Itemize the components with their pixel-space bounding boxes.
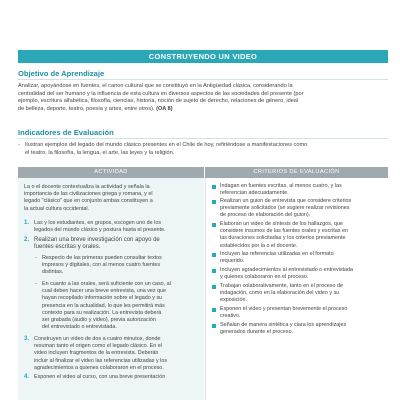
section-title-bar: CONSTRUYENDO UN VIDEO [18, 50, 388, 63]
step-number: 3. [24, 336, 30, 342]
activity-column-header: ACTIVIDAD [18, 167, 204, 178]
criteria-text: Señalan de manera sintética y clara los aprendizajes generados durante el proceso. [220, 322, 347, 336]
criteria-bullet [212, 269, 216, 273]
objetivo-line: Analizar, apoyándose en fuentes, el canon cultural que se constituyó en la Antigüedad clásica, considerando la [18, 83, 293, 89]
sub-item-dash: - [35, 281, 37, 287]
sub-item-text: Respecto de las primeras pueden consultar textos impresos y digitales, con al menos cuatro fuentes distintas. [42, 255, 162, 276]
criteria-text: Incluyen agradecimientos al entrevistado o entrevistada y quienes colaboraron en el proceso. [220, 267, 354, 281]
activity-intro: La o el docente contextualiza la actividad y señala la importancia de las civilizaciones griega y romana, y el legado "clásico" que en conjunto ambas constituyen a la actual cultura occidental. [24, 184, 153, 212]
objetivo-heading: Objetivo de Aprendizaje [18, 69, 105, 78]
criteria-bullet [212, 200, 216, 204]
criteria-text: Exponen el video y presentan brevemente el proceso creativo. [220, 306, 348, 320]
criteria-text: Incluyen las referencias utilizadas en el formato requerido. [220, 251, 334, 265]
objetivo-separator [18, 79, 388, 80]
criteria-bullet [212, 223, 216, 227]
sub-item-text: En cuanto a las orales, será suficiente con un caso, al cual deben hacer una breve entrevista, una vez que hayan recopilado información sobre el legado y su presencia en la actualidad, lo que les permitirá más contexto para su realización. La entrevista deberá ser grabada (audio y video), previa autorización del entrevistado o entrevistada. [42, 281, 171, 331]
activity-column [18, 178, 204, 400]
criteria-text: Indagan en fuentes escritas, al menos cuatro, y las referencian adecuadamente. [220, 183, 342, 197]
criteria-bullet [212, 285, 216, 289]
indicador-line: el teatro, la filosofía, la lengua, el arte, las leyes y la religión. [25, 149, 175, 156]
indicadores-heading: Indicadores de Evaluación [18, 128, 114, 137]
criteria-bullet [212, 308, 216, 312]
indicador-line: - Ilustran ejemplos del legado del mundo clásico presentes en el Chile de hoy, refiriéndose a manifestaciones como [18, 142, 308, 148]
step-text: Las y los estudiantes, en grupos, escogen uno de los legados del mundo clásico y postura hasta el presente. [34, 220, 166, 234]
step-number: 2. [24, 237, 30, 243]
criteria-column [205, 178, 389, 400]
step-text: Exponen el video al curso, con una breve presentación [34, 374, 166, 380]
criteria-bullet [212, 185, 216, 189]
criteria-text: Elaboran un video de síntesis de los hallazgos, que considere insumos de las fuentes orales y escritas en las duraciones solicitadas y los criterios previamente establecidos por la o el docente. [220, 221, 348, 249]
criteria-column-header: CRITERIOS DE EVALUACIÓN [205, 167, 388, 178]
objetivo-line: ejemplo, escritura alfabética, filosofía, ciencias, historia, noción de sujeto de derecho, relaciones de género, ideal [18, 98, 299, 105]
page [12, 0, 388, 400]
sub-item-dash: - [35, 255, 37, 261]
criteria-text: Realizan un guion de entrevista que considere criterios previamente solicitados (se sugiere realizar revisiones de proceso de elaboración del guion). [220, 198, 352, 219]
objetivo-line: centralidad del ser humano y la influencia de esta cultura en diversos aspectos de las sociedades del presente (por [18, 90, 304, 97]
step-text: Realizan una breve investigación con apoyo de fuentes escritas y orales. [34, 237, 160, 251]
step-number: 4. [24, 374, 30, 380]
criteria-bullet [212, 253, 216, 257]
step-number: 1. [24, 220, 30, 226]
criteria-text: Trabajan colaborativamente, tanto en el proceso de indagación, como en la elaboración del video y su exposición. [220, 283, 343, 304]
objetivo-code: (OA 8) [156, 105, 173, 112]
objetivo-text [18, 83, 386, 113]
criteria-bullet [212, 324, 216, 328]
objetivo-line: de belleza, deporte, teatro, poesía y artes, entre otros). (OA 8) [18, 105, 173, 112]
indicadores-separator [18, 138, 388, 139]
step-text: Construyen un video de dos a cuatro minutos, donde resuman tanto el origen como el legado clásico. En el video incluyen fragmentos de la entrevista. Deberán incluir al finalizar el video las referencias utilizadas y los agradecimientos a quienes colaboraron en el proceso. [34, 336, 168, 371]
